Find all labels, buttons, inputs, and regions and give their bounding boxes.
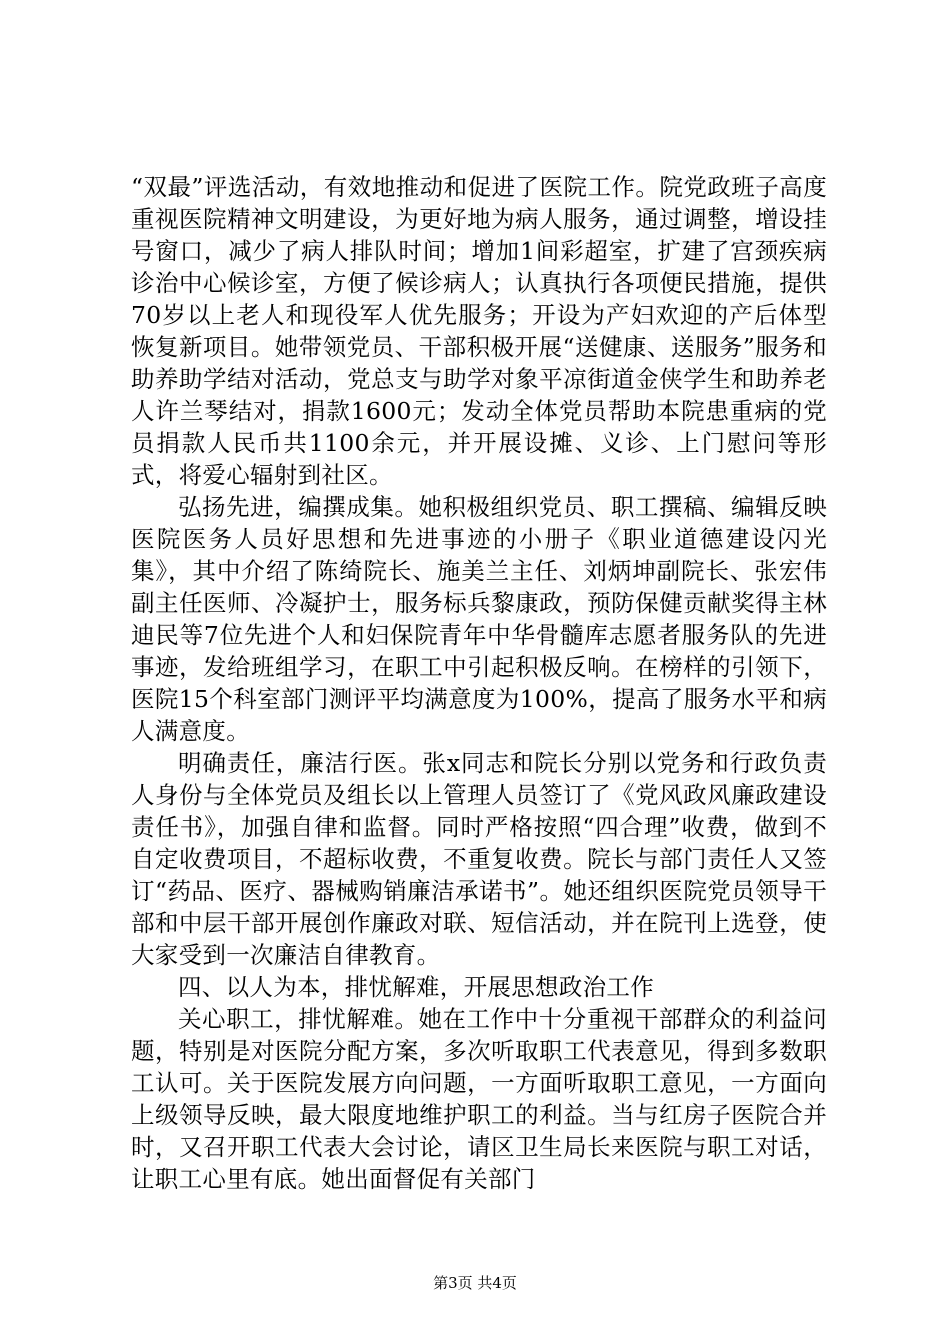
page-footer: 第3页 共4页	[433, 1274, 517, 1292]
paragraph-1: “双最”评选活动，有效地推动和促进了医院工作。院党政班子高度重视医院精神文明建设，为更好地为病人服务，通过调整，增设挂号窗口，减少了病人排队时间；增加1间彩超室，扩建了宫颈疾病诊治中心候诊室，方便了候诊病人；认真执行各项便民措施，提供70岁以上老人和现役军人优先服务；开设为产妇欢迎的产后体型恢复新项目。她带领党员、干部积极开展“送健康、送服务”服务和助养助学结对活动，党总支与助学对象平凉街道金侠学生和助养老人许兰琴结对，捐款1600元；发动全体党员帮助本院患重病的党员捐款人民币共1100余元，并开展设摊、义诊、上门慰问等形式，将爱心辐射到社区。	[131, 173, 827, 489]
paragraph-4: 关心职工，排忧解难。她在工作中十分重视干部群众的利益问题，特别是对医院分配方案，多次听取职工代表意见，得到多数职工认可。关于医院发展方向问题，一方面听取职工意见，一方面向上级领导反映，最大限度地维护职工的利益。当与红房子医院合并时，又召开职工代表大会讨论，请区卫生局长来医院与职工对话，让职工心里有底。她出面督促有关部门	[131, 1005, 827, 1193]
paragraph-3: 明确责任，廉洁行医。张x同志和院长分别以党务和行政负责人身份与全体党员及组长以上管理人员签订了《党风政风廉政建设责任书》，加强自律和监督。同时严格按照“四合理”收费，做到不自定收费项目，不超标收费，不重复收费。院长与部门责任人又签订“药品、医疗、器械购销廉洁承诺书”。她还组织医院党员领导干部和中层干部开展创作廉政对联、短信活动，并在院刊上选登，使大家受到一次廉洁自律教育。	[131, 749, 827, 969]
section-heading: 四、以人为本，排忧解难，开展思想政治工作	[178, 973, 654, 1001]
body-text	[131, 171, 827, 1195]
paragraph-2: 弘扬先进，编撰成集。她积极组织党员、职工撰稿、编辑反映医院医务人员好思想和先进事迹的小册子《职业道德建设闪光集》，其中介绍了陈绮院长、施美兰主任、刘炳坤副院长、张宏伟副主任医师、冷凝护士，服务标兵黎康政，预防保健贡献奖得主林迪民等7位先进个人和妇保院青年中华骨髓库志愿者服务队的先进事迹，发给班组学习，在职工中引起积极反响。在榜样的引领下，医院15个科室部门测评平均满意度为100%，提高了服务水平和病人满意度。	[131, 493, 827, 745]
